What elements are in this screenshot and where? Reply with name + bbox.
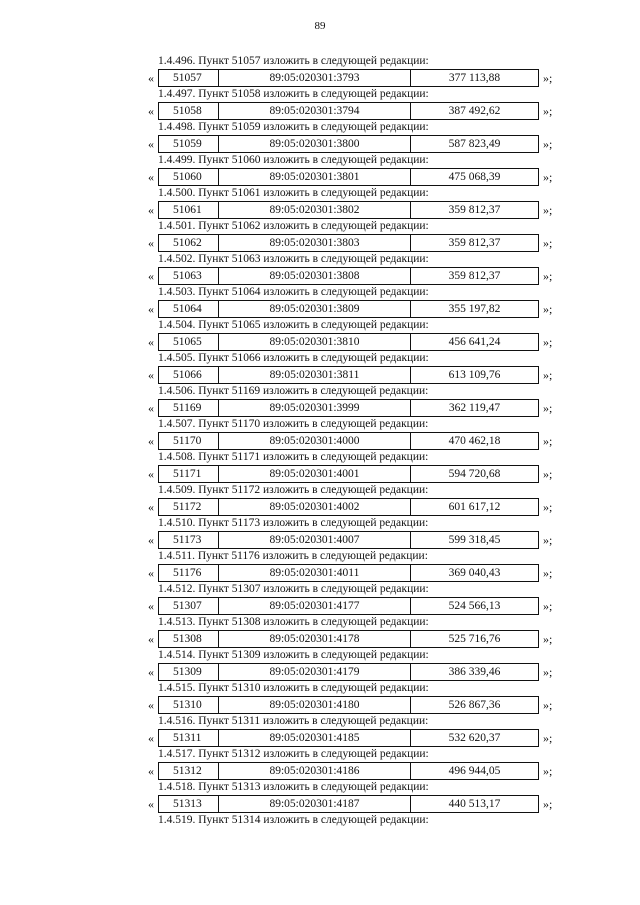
opening-quote: « (148, 665, 154, 679)
amendment-table-row (146, 300, 556, 318)
amendment-heading: 1.4.504. Пункт 51065 изложить в следующей редакции: (158, 319, 429, 331)
amendment-item (146, 318, 556, 351)
amendment-heading: 1.4.508. Пункт 51171 изложить в следующей редакции: (158, 451, 429, 463)
table-cells (158, 333, 539, 351)
amendment-item (146, 483, 556, 516)
closing-quote: »; (543, 137, 553, 151)
amendment-table-row (146, 102, 556, 120)
value-cell: 440 513,17 (448, 798, 501, 810)
table-cells (158, 630, 539, 648)
value-cell: 456 641,24 (448, 336, 501, 348)
amendment-table-row (146, 498, 556, 516)
value-cell: 599 318,45 (448, 534, 501, 546)
closing-quote: »; (543, 797, 553, 811)
amendment-table-row (146, 69, 556, 87)
cadastral-number-cell: 89:05:020301:4180 (219, 697, 411, 713)
value-cell: 525 716,76 (448, 633, 501, 645)
amendment-item (146, 681, 556, 714)
closing-quote: »; (543, 533, 553, 547)
opening-quote: « (148, 434, 154, 448)
amendment-item (146, 186, 556, 219)
item-number-cell: 51172 (159, 499, 219, 515)
amendment-item (146, 285, 556, 318)
closing-quote: »; (543, 368, 553, 382)
amendment-heading: 1.4.505. Пункт 51066 изложить в следующей редакции: (158, 352, 429, 364)
table-cells (158, 267, 539, 285)
amendment-table-row (146, 135, 556, 153)
amendment-table-row (146, 729, 556, 747)
amendment-item (146, 384, 556, 417)
opening-quote: « (148, 71, 154, 85)
amendment-heading: 1.4.498. Пункт 51059 изложить в следующей редакции: (158, 121, 429, 133)
amendment-heading: 1.4.500. Пункт 51061 изложить в следующей редакции: (158, 187, 429, 199)
last-amendment-heading: 1.4.519. Пункт 51314 изложить в следующей редакции: (158, 814, 429, 826)
page-number: 89 (314, 20, 326, 32)
opening-quote: « (148, 335, 154, 349)
table-cells (158, 465, 539, 483)
amendment-table-row (146, 333, 556, 351)
item-number-cell: 51308 (159, 631, 219, 647)
amendment-heading: 1.4.509. Пункт 51172 изложить в следующей редакции: (158, 484, 429, 496)
cadastral-number-cell: 89:05:020301:3999 (219, 400, 411, 416)
item-number-cell: 51061 (159, 202, 219, 218)
item-number-cell: 51065 (159, 334, 219, 350)
opening-quote: « (148, 137, 154, 151)
amendment-table-row (146, 432, 556, 450)
opening-quote: « (148, 269, 154, 283)
table-cells (158, 234, 539, 252)
closing-quote: »; (543, 632, 553, 646)
closing-quote: »; (543, 434, 553, 448)
amendment-heading: 1.4.518. Пункт 51313 изложить в следующей редакции: (158, 781, 429, 793)
item-number-cell: 51059 (159, 136, 219, 152)
amendment-item (146, 450, 556, 483)
amendment-heading: 1.4.516. Пункт 51311 изложить в следующей редакции: (158, 715, 429, 727)
opening-quote: « (148, 566, 154, 580)
amendment-item (146, 780, 556, 813)
value-cell: 524 566,13 (448, 600, 501, 612)
opening-quote: « (148, 632, 154, 646)
item-number-cell: 51311 (159, 730, 219, 746)
closing-quote: »; (543, 764, 553, 778)
table-cells (158, 531, 539, 549)
item-number-cell: 51066 (159, 367, 219, 383)
opening-quote: « (148, 203, 154, 217)
value-cell: 475 068,39 (448, 171, 501, 183)
amendment-heading: 1.4.511. Пункт 51176 изложить в следующей редакции: (158, 550, 428, 562)
cadastral-number-cell: 89:05:020301:4007 (219, 532, 411, 548)
item-number-cell: 51170 (159, 433, 219, 449)
amendment-heading: 1.4.515. Пункт 51310 изложить в следующей редакции: (158, 682, 429, 694)
cadastral-number-cell: 89:05:020301:4177 (219, 598, 411, 614)
amendment-table-row (146, 696, 556, 714)
table-cells (158, 729, 539, 747)
closing-quote: »; (543, 104, 553, 118)
amendment-item (146, 516, 556, 549)
cadastral-number-cell: 89:05:020301:4187 (219, 796, 411, 812)
closing-quote: »; (543, 467, 553, 481)
cadastral-number-cell: 89:05:020301:4011 (219, 565, 411, 581)
cadastral-number-cell: 89:05:020301:3803 (219, 235, 411, 251)
value-cell: 594 720,68 (448, 468, 501, 480)
table-cells (158, 168, 539, 186)
value-cell: 587 823,49 (448, 138, 501, 150)
amendment-heading: 1.4.501. Пункт 51062 изложить в следующей редакции: (158, 220, 429, 232)
amendment-table-row (146, 168, 556, 186)
value-cell: 470 462,18 (448, 435, 501, 447)
amendment-table-row (146, 234, 556, 252)
amendment-item (146, 417, 556, 450)
opening-quote: « (148, 698, 154, 712)
table-cells (158, 366, 539, 384)
amendment-item (146, 87, 556, 120)
opening-quote: « (148, 368, 154, 382)
amendment-item (146, 351, 556, 384)
item-number-cell: 51310 (159, 697, 219, 713)
closing-quote: »; (543, 401, 553, 415)
table-cells (158, 696, 539, 714)
cadastral-number-cell: 89:05:020301:3802 (219, 202, 411, 218)
amendment-table-row (146, 597, 556, 615)
value-cell: 601 617,12 (448, 501, 501, 513)
amendment-table-row (146, 762, 556, 780)
amendment-item (146, 648, 556, 681)
cadastral-number-cell: 89:05:020301:3793 (219, 70, 411, 86)
amendment-table-row (146, 399, 556, 417)
amendment-heading: 1.4.497. Пункт 51058 изложить в следующей редакции: (158, 88, 429, 100)
value-cell: 613 109,76 (448, 369, 501, 381)
item-number-cell: 51057 (159, 70, 219, 86)
cadastral-number-cell: 89:05:020301:4185 (219, 730, 411, 746)
amendment-item (146, 252, 556, 285)
amendment-heading: 1.4.517. Пункт 51312 изложить в следующей редакции: (158, 748, 429, 760)
value-cell: 355 197,82 (448, 303, 501, 315)
table-cells (158, 102, 539, 120)
table-cells (158, 201, 539, 219)
amendment-table-row (146, 201, 556, 219)
closing-quote: »; (543, 599, 553, 613)
opening-quote: « (148, 401, 154, 415)
item-number-cell: 51064 (159, 301, 219, 317)
closing-quote: »; (543, 731, 553, 745)
amendment-heading: 1.4.507. Пункт 51170 изложить в следующей редакции: (158, 418, 429, 430)
table-cells (158, 135, 539, 153)
value-cell: 532 620,37 (448, 732, 501, 744)
closing-quote: »; (543, 269, 553, 283)
amendment-item (146, 714, 556, 747)
amendment-heading: 1.4.514. Пункт 51309 изложить в следующей редакции: (158, 649, 429, 661)
amendment-item (146, 615, 556, 648)
cadastral-number-cell: 89:05:020301:3808 (219, 268, 411, 284)
cadastral-number-cell: 89:05:020301:4000 (219, 433, 411, 449)
item-number-cell: 51063 (159, 268, 219, 284)
amendment-heading: 1.4.506. Пункт 51169 изложить в следующей редакции: (158, 385, 429, 397)
amendment-heading: 1.4.510. Пункт 51173 изложить в следующей редакции: (158, 517, 429, 529)
closing-quote: »; (543, 665, 553, 679)
table-cells (158, 300, 539, 318)
item-number-cell: 51169 (159, 400, 219, 416)
closing-quote: »; (543, 203, 553, 217)
table-cells (158, 663, 539, 681)
amendment-list (146, 54, 556, 828)
item-number-cell: 51060 (159, 169, 219, 185)
amendment-item (146, 120, 556, 153)
amendment-table-row (146, 531, 556, 549)
item-number-cell: 51313 (159, 796, 219, 812)
opening-quote: « (148, 467, 154, 481)
opening-quote: « (148, 599, 154, 613)
item-number-cell: 51171 (159, 466, 219, 482)
closing-quote: »; (543, 698, 553, 712)
table-cells (158, 564, 539, 582)
amendment-item (146, 549, 556, 582)
value-cell: 496 944,05 (448, 765, 501, 777)
table-cells (158, 795, 539, 813)
value-cell: 362 119,47 (448, 402, 501, 414)
table-cells (158, 762, 539, 780)
cadastral-number-cell: 89:05:020301:3809 (219, 301, 411, 317)
amendment-table-row (146, 366, 556, 384)
amendment-table-row (146, 630, 556, 648)
amendment-item (146, 54, 556, 87)
cadastral-number-cell: 89:05:020301:3811 (219, 367, 411, 383)
amendment-heading: 1.4.503. Пункт 51064 изложить в следующей редакции: (158, 286, 429, 298)
amendment-heading: 1.4.512. Пункт 51307 изложить в следующей редакции: (158, 583, 429, 595)
table-cells (158, 597, 539, 615)
amendment-table-row (146, 465, 556, 483)
item-number-cell: 51309 (159, 664, 219, 680)
value-cell: 359 812,37 (448, 204, 501, 216)
closing-quote: »; (543, 335, 553, 349)
item-number-cell: 51176 (159, 565, 219, 581)
amendment-item (146, 582, 556, 615)
amendment-item (146, 747, 556, 780)
value-cell: 369 040,43 (448, 567, 501, 579)
amendment-table-row (146, 564, 556, 582)
amendment-item (146, 219, 556, 252)
amendment-item (146, 153, 556, 186)
opening-quote: « (148, 104, 154, 118)
cadastral-number-cell: 89:05:020301:4179 (219, 664, 411, 680)
opening-quote: « (148, 731, 154, 745)
item-number-cell: 51058 (159, 103, 219, 119)
cadastral-number-cell: 89:05:020301:4001 (219, 466, 411, 482)
cadastral-number-cell: 89:05:020301:3801 (219, 169, 411, 185)
opening-quote: « (148, 302, 154, 316)
item-number-cell: 51312 (159, 763, 219, 779)
closing-quote: »; (543, 500, 553, 514)
value-cell: 359 812,37 (448, 270, 501, 282)
value-cell: 359 812,37 (448, 237, 501, 249)
cadastral-number-cell: 89:05:020301:3794 (219, 103, 411, 119)
cadastral-number-cell: 89:05:020301:4178 (219, 631, 411, 647)
opening-quote: « (148, 170, 154, 184)
closing-quote: »; (543, 236, 553, 250)
opening-quote: « (148, 764, 154, 778)
item-number-cell: 51062 (159, 235, 219, 251)
closing-quote: »; (543, 170, 553, 184)
cadastral-number-cell: 89:05:020301:3800 (219, 136, 411, 152)
amendment-heading: 1.4.502. Пункт 51063 изложить в следующей редакции: (158, 253, 429, 265)
table-cells (158, 498, 539, 516)
closing-quote: »; (543, 566, 553, 580)
opening-quote: « (148, 797, 154, 811)
opening-quote: « (148, 236, 154, 250)
item-number-cell: 51173 (159, 532, 219, 548)
table-cells (158, 69, 539, 87)
amendment-heading: 1.4.513. Пункт 51308 изложить в следующей редакции: (158, 616, 429, 628)
table-cells (158, 432, 539, 450)
value-cell: 526 867,36 (448, 699, 501, 711)
opening-quote: « (148, 500, 154, 514)
amendment-blocks (146, 54, 556, 813)
value-cell: 386 339,46 (448, 666, 501, 678)
table-cells (158, 399, 539, 417)
closing-quote: »; (543, 71, 553, 85)
closing-quote: »; (543, 302, 553, 316)
amendment-table-row (146, 663, 556, 681)
amendment-heading: 1.4.499. Пункт 51060 изложить в следующей редакции: (158, 154, 429, 166)
value-cell: 387 492,62 (448, 105, 501, 117)
item-number-cell: 51307 (159, 598, 219, 614)
value-cell: 377 113,88 (448, 72, 501, 84)
cadastral-number-cell: 89:05:020301:4186 (219, 763, 411, 779)
opening-quote: « (148, 533, 154, 547)
amendment-table-row (146, 795, 556, 813)
amendment-heading: 1.4.496. Пункт 51057 изложить в следующей редакции: (158, 55, 429, 67)
cadastral-number-cell: 89:05:020301:4002 (219, 499, 411, 515)
amendment-table-row (146, 267, 556, 285)
cadastral-number-cell: 89:05:020301:3810 (219, 334, 411, 350)
